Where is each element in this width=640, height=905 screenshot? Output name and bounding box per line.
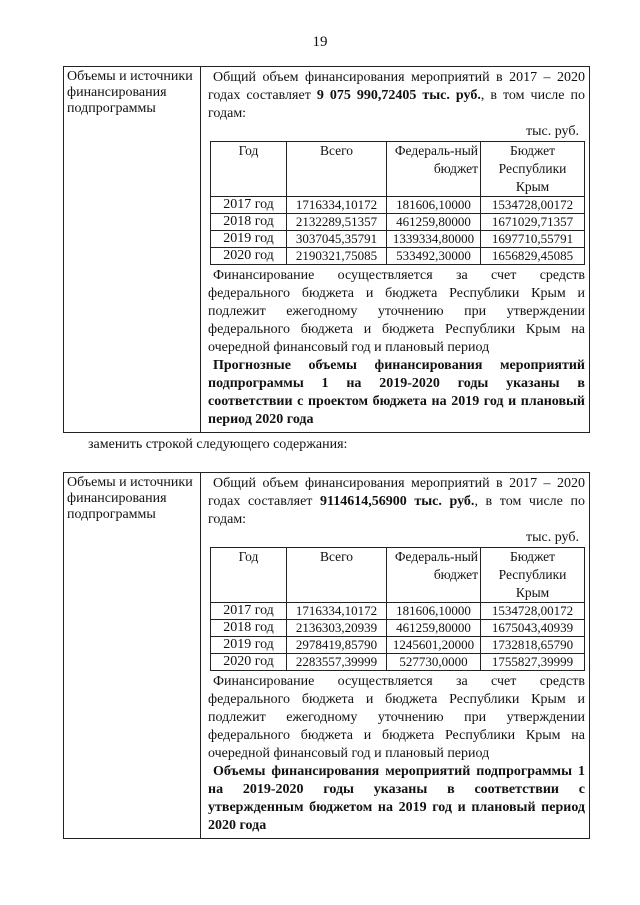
table-row: [211, 637, 585, 654]
federal-cell: 1339334,80000: [387, 231, 481, 248]
header-crimea: Бюджет Республики Крым: [481, 142, 585, 197]
crimea-cell: 1671029,71357: [481, 214, 585, 231]
total-cell: 3037045,35791: [287, 231, 387, 248]
federal-cell: 181606,10000: [387, 197, 481, 214]
table-row: [211, 231, 585, 248]
federal-cell: 461259,80000: [387, 620, 481, 637]
federal-cell: 461259,80000: [387, 214, 481, 231]
header-total: Всего: [287, 142, 387, 197]
total-cell: 2190321,75085: [287, 248, 387, 265]
crimea-cell: 1656829,45085: [481, 248, 585, 265]
intro-paragraph: [208, 475, 585, 529]
approved-note: Объемы финансирования мероприятий подпрограммы 1 на 2019-2020 годы указаны в соответствии с утвержденным бюджетом на 2019 год и плановый период 2020 года: [208, 764, 585, 833]
intro-text-end: , в том числе по годам:: [208, 88, 585, 121]
year-cell: 2019 год: [211, 231, 287, 248]
table-row: [211, 620, 585, 637]
year-cell: 2018 год: [211, 214, 287, 231]
table-row: [211, 214, 585, 231]
intro-text: Общий объем финансирования мероприятий в 2017 – 2020 годах составляет: [208, 476, 585, 509]
header-year: Год: [211, 548, 287, 603]
year-cell: 2020 год: [211, 654, 287, 671]
table-row: [211, 248, 585, 265]
header-total: Всего: [287, 548, 387, 603]
total-cell: 1716334,10172: [287, 603, 387, 620]
year-cell: 2017 год: [211, 197, 287, 214]
crimea-cell: 1755827,39999: [481, 654, 585, 671]
total-cell: 2283557,39999: [287, 654, 387, 671]
intro-text: Общий объем финансирования мероприятий в 2017 – 2020 годах составляет: [208, 70, 585, 103]
forecast-note: Прогнозные объемы финансирования мероприятий подпрограммы 1 на 2019-2020 годы указаны в соответствии с проектом бюджета на 2019 год и плановый период 2020 года: [208, 358, 585, 427]
crimea-cell: 1675043,40939: [481, 620, 585, 637]
replace-instruction: заменить строкой следующего содержания:: [88, 437, 348, 452]
year-cell: 2020 год: [211, 248, 287, 265]
funding-table-new: [63, 472, 590, 839]
header-crimea: Бюджет Республики Крым: [481, 548, 585, 603]
funding-table-old: [63, 66, 590, 433]
federal-cell: 181606,10000: [387, 603, 481, 620]
units-label: тыс. руб.: [526, 530, 579, 545]
yearly-breakdown-table: [210, 547, 585, 671]
intro-text-end: , в том числе по годам:: [208, 494, 585, 527]
right-content: [201, 473, 590, 839]
federal-cell: 1245601,20000: [387, 637, 481, 654]
federal-cell: 533492,30000: [387, 248, 481, 265]
total-amount: 9 075 990,72405 тыс. руб.: [316, 88, 481, 103]
year-cell: 2017 год: [211, 603, 287, 620]
table-row: [211, 197, 585, 214]
header-year: Год: [211, 142, 287, 197]
total-cell: 2132289,51357: [287, 214, 387, 231]
crimea-cell: 1697710,55791: [481, 231, 585, 248]
left-label: Объемы и источники финансирования подпрограммы: [64, 473, 201, 839]
year-cell: 2018 год: [211, 620, 287, 637]
right-content: [201, 67, 590, 433]
yearly-breakdown-table: [210, 141, 585, 265]
crimea-cell: 1534728,00172: [481, 603, 585, 620]
total-cell: 2136303,20939: [287, 620, 387, 637]
total-cell: 2978419,85790: [287, 637, 387, 654]
total-cell: 1716334,10172: [287, 197, 387, 214]
total-amount: 9114614,56900 тыс. руб.: [320, 494, 475, 509]
federal-cell: 527730,0000: [387, 654, 481, 671]
crimea-cell: 1534728,00172: [481, 197, 585, 214]
intro-paragraph: [208, 69, 585, 123]
financing-note: Финансирование осуществляется за счет средств федерального бюджета и бюджета Республики Крым и подлежит ежегодному уточнению при утверждении федерального бюджета и бюджета Республики Крым на очередной финансовый год и плановый период: [208, 674, 585, 761]
page-number: 19: [312, 34, 328, 50]
units-label: тыс. руб.: [526, 124, 579, 139]
header-federal: Федераль-ный бюджет: [387, 142, 481, 197]
table-row: [211, 654, 585, 671]
financing-note: Финансирование осуществляется за счет средств федерального бюджета и бюджета Республики Крым и подлежит ежегодному уточнению при утверждении федерального бюджета и бюджета Республики Крым на очередной финансовый год и плановый период: [208, 268, 585, 355]
crimea-cell: 1732818,65790: [481, 637, 585, 654]
year-cell: 2019 год: [211, 637, 287, 654]
left-label: Объемы и источники финансирования подпрограммы: [64, 67, 201, 433]
header-federal: Федераль-ный бюджет: [387, 548, 481, 603]
table-row: [211, 603, 585, 620]
